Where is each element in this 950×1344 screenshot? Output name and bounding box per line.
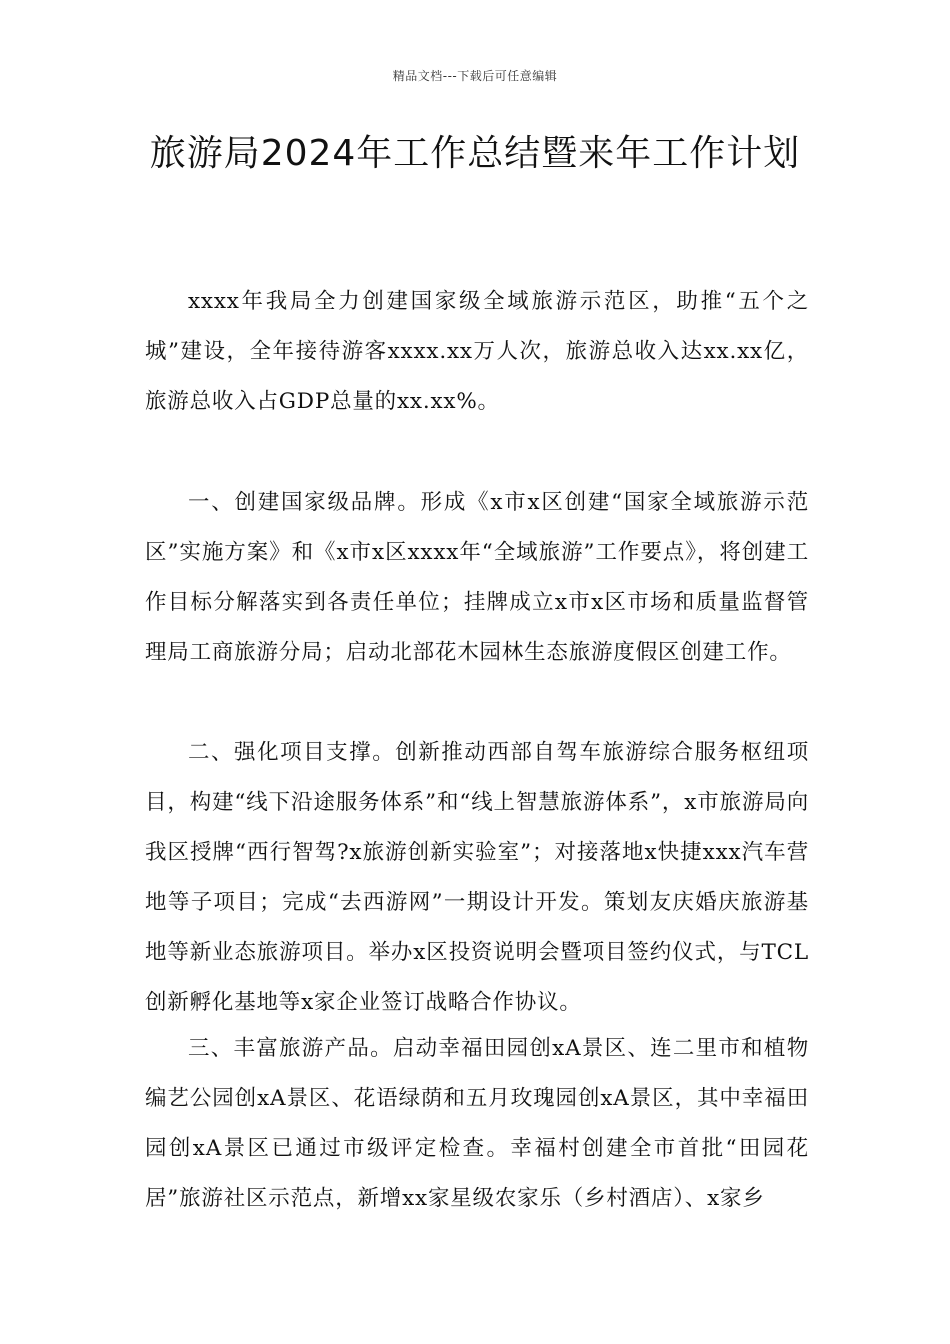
header-note: 精品文档---下载后可任意编辑 <box>392 69 558 83</box>
paragraph-section-1 <box>145 478 809 678</box>
paragraph-section-2 <box>145 728 809 1028</box>
paragraph-section-3 <box>145 1024 809 1224</box>
document-title: 旅游局2024年工作总结暨来年工作计划 <box>149 133 801 174</box>
paragraph-text: 一、创建国家级品牌。形成《x市x区创建“国家全域旅游示范区”实施方案》和《x市x区xxxx年“全域旅游”工作要点》，将创建工作目标分解落实到各责任单位；挂牌成立x市x区市场和质量监督管理局工商旅游分局；启动北部花木园林生态旅游度假区创建工作。 <box>145 490 809 665</box>
paragraph-intro <box>145 277 809 427</box>
paragraph-text: xxxx年我局全力创建国家级全域旅游示范区，助推“五个之城”建设，全年接待游客xxxx.xx万人次，旅游总收入达xx.xx亿，旅游总收入占GDP总量的xx.xx%。 <box>145 289 809 414</box>
paragraph-text: 三、丰富旅游产品。启动幸福田园创xA景区、连二里市和植物编艺公园创xA景区、花语绿荫和五月玫瑰园创xA景区，其中幸福田园创xA景区已通过市级评定检查。幸福村创建全市首批“田园花居”旅游社区示范点，新增xx家星级农家乐（乡村酒店）、x家乡 <box>145 1036 809 1211</box>
paragraph-text: 二、强化项目支撑。创新推动西部自驾车旅游综合服务枢纽项目，构建“线下沿途服务体系”和“线上智慧旅游体系”，x市旅游局向我区授牌“西行智驾?x旅游创新实验室”；对接落地x快捷xxx汽车营地等子项目；完成“去西游网”一期设计开发。策划友庆婚庆旅游基地等新业态旅游项目。举办x区投资说明会暨项目签约仪式，与TCL创新孵化基地等x家企业签订战略合作协议。 <box>145 740 809 1015</box>
